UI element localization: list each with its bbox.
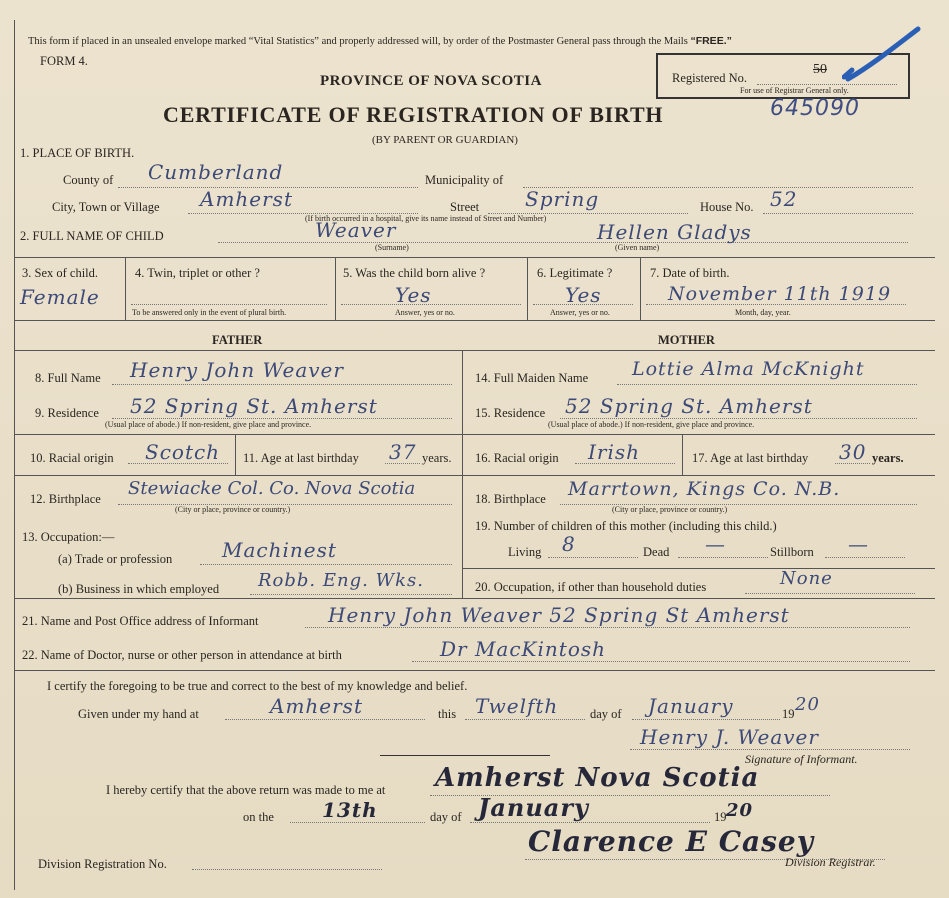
certificate-subtitle: (BY PARENT OR GUARDIAN)	[372, 134, 518, 146]
mother-age-label: 17. Age at last birthday	[692, 451, 809, 465]
given-place-line	[225, 719, 425, 720]
sex-value: Female	[20, 285, 100, 309]
father-business-value: Robb. Eng. Wks.	[258, 570, 424, 591]
county-value: Cumberland	[148, 160, 284, 184]
mother-residence-line	[560, 418, 917, 419]
father-age-divider	[235, 435, 236, 475]
father-years-label: years.	[422, 451, 452, 465]
month-value: January	[648, 694, 734, 718]
father-residence-note: (Usual place of abode.) If non-resident, give place and province.	[105, 420, 312, 429]
mother-occupation-line	[745, 593, 915, 594]
mother-residence-note: (Usual place of abode.) If non-resident, give place and province.	[548, 420, 755, 429]
father-business-line	[250, 594, 452, 595]
street-value: Spring	[525, 187, 600, 211]
division-registration-no-line	[192, 869, 382, 870]
father-trade-line	[200, 564, 452, 565]
given-name-note: (Given name)	[615, 243, 660, 252]
div-3-4	[125, 258, 126, 320]
twin-note: To be answered only in the event of plural birth.	[132, 308, 287, 317]
certificate-title: CERTIFICATE OF REGISTRATION OF BIRTH	[163, 102, 664, 127]
on-the-label: on the	[243, 810, 274, 824]
hospital-note: (If birth occurred in a hospital, give its name instead of Street and Number)	[305, 214, 547, 223]
county-label: County of	[63, 173, 114, 187]
living-value: 8	[562, 532, 576, 556]
sex-label: 3. Sex of child.	[22, 266, 99, 280]
mother-racial-value: Irish	[588, 440, 641, 464]
registered-no-label: Registered No.	[672, 71, 747, 85]
twin-label: 4. Twin, triplet or other ?	[135, 266, 260, 280]
mother-occupation-value: None	[780, 568, 833, 589]
dob-value: November 11th 1919	[668, 283, 892, 305]
father-occupation-label: 13. Occupation:—	[22, 530, 115, 544]
mother-age-divider	[682, 435, 683, 475]
year-suffix-value: 20	[795, 694, 820, 715]
rule-father-racial-top	[15, 434, 462, 435]
registration-year-suffix: 20	[726, 800, 754, 821]
father-name-value: Henry John Weaver	[130, 358, 344, 382]
informant-signature-label: Signature of Informant.	[745, 752, 858, 766]
province-heading: PROVINCE OF NOVA SCOTIA	[320, 73, 542, 89]
blue-checkmark-icon	[842, 25, 922, 85]
father-birthplace-label: 12. Birthplace	[30, 492, 101, 506]
city-value: Amherst	[200, 187, 293, 211]
mother-residence-value: 52 Spring St. Amherst	[565, 394, 813, 418]
rule-mother-racial-top	[462, 434, 935, 435]
postal-notice-text: This form if placed in an unsealed envelope marked “Vital Statistics” and properly addressed will, by order of the Postmaster General pass through the Mails	[28, 36, 688, 47]
alive-value: Yes	[395, 283, 432, 307]
div-4-5	[335, 258, 336, 320]
rule-mother-occ-top	[462, 568, 935, 569]
surname-note: (Surname)	[375, 243, 409, 252]
mother-age-value: 30	[839, 440, 867, 464]
twin-line	[131, 304, 327, 305]
rule-father-racial-bottom	[15, 475, 462, 476]
parents-divider	[462, 350, 463, 598]
living-label: Living	[508, 545, 542, 559]
attendant-value: Dr MacKintosh	[440, 637, 606, 661]
informant-line	[305, 627, 910, 628]
left-margin-rule	[14, 20, 15, 890]
mother-residence-label: 15. Residence	[475, 406, 546, 420]
informant-value: Henry John Weaver 52 Spring St Amherst	[328, 603, 790, 627]
legitimate-label: 6. Legitimate ?	[537, 266, 613, 280]
registered-no-note: For use of Registrar General only.	[740, 86, 849, 95]
father-header: FATHER	[212, 333, 263, 347]
house-value: 52	[770, 187, 798, 211]
alive-note: Answer, yes or no.	[395, 308, 455, 317]
alive-label: 5. Was the child born alive ?	[343, 266, 486, 280]
dead-value: —	[705, 532, 726, 556]
father-age-value: 37	[389, 440, 417, 464]
attendant-label: 22. Name of Doctor, nurse or other person in attendance at birth	[22, 648, 342, 662]
registrar-place-value: Amherst Nova Scotia	[435, 763, 760, 793]
living-line	[548, 557, 638, 558]
certify-statement: I certify the foregoing to be true and correct to the best of my knowledge and belief.	[47, 679, 468, 693]
form-number: FORM 4.	[40, 54, 88, 68]
registration-day-of-label: day of	[430, 810, 462, 824]
mother-header: MOTHER	[658, 333, 715, 347]
dob-note: Month, day, year.	[735, 308, 791, 317]
father-name-label: 8. Full Name	[35, 371, 101, 385]
dead-label: Dead	[643, 545, 670, 559]
city-label: City, Town or Village	[52, 200, 160, 214]
informant-signature: Henry J. Weaver	[640, 725, 819, 749]
mother-name-value: Lottie Alma McKnight	[632, 358, 865, 380]
attendant-line	[412, 661, 910, 662]
month-line	[632, 719, 780, 720]
legitimate-note: Answer, yes or no.	[550, 308, 610, 317]
informant-signature-line	[630, 749, 910, 750]
registration-month-line	[470, 822, 710, 823]
rule-mother-racial-bottom	[462, 475, 935, 476]
dead-line	[678, 557, 768, 558]
father-birthplace-value: Stewiacke Col. Co. Nova Scotia	[128, 478, 416, 499]
rule-parents-header	[15, 350, 935, 351]
mother-racial-label: 16. Racial origin	[475, 451, 559, 465]
dob-label: 7. Date of birth.	[650, 266, 730, 280]
mother-years-label: years.	[872, 451, 904, 465]
father-name-line	[112, 384, 452, 385]
municipality-label: Municipality of	[425, 173, 504, 187]
given-place-value: Amherst	[270, 694, 363, 718]
registered-no-value: 50	[813, 62, 827, 77]
father-residence-value: 52 Spring St. Amherst	[130, 394, 378, 418]
legitimate-value: Yes	[565, 283, 602, 307]
place-of-birth-label: 1. PLACE OF BIRTH.	[20, 146, 135, 160]
father-age-label: 11. Age at last birthday	[243, 451, 359, 465]
given-under-label: Given under my hand at	[78, 707, 199, 721]
mother-name-label: 14. Full Maiden Name	[475, 371, 589, 385]
father-trade-label: (a) Trade or profession	[58, 552, 173, 566]
child-name-label: 2. FULL NAME OF CHILD	[20, 229, 164, 243]
stillborn-label: Stillborn	[770, 545, 814, 559]
mother-occupation-label: 20. Occupation, if other than household duties	[475, 580, 707, 594]
father-racial-value: Scotch	[145, 440, 221, 464]
street-label: Street	[450, 200, 480, 214]
father-business-label: (b) Business in which employed	[58, 582, 220, 596]
rule-row3-bottom	[15, 320, 935, 321]
child-name-line	[218, 242, 908, 243]
free-label: “FREE.”	[690, 35, 732, 47]
mother-birthplace-label: 18. Birthplace	[475, 492, 546, 506]
certificate-number: 645090	[770, 96, 860, 121]
stillborn-value: —	[848, 532, 869, 556]
registration-day-value: 13th	[322, 798, 378, 822]
mother-birthplace-note: (City or place, province or country.)	[612, 505, 728, 514]
mother-birthplace-value: Marrtown, Kings Co. N.B.	[568, 478, 841, 500]
division-registrar-label: Division Registrar.	[785, 855, 876, 869]
this-label: this	[438, 707, 457, 721]
house-label: House No.	[700, 200, 754, 214]
rule-certify-top	[15, 670, 935, 671]
on-the-line	[290, 822, 425, 823]
father-racial-label: 10. Racial origin	[30, 451, 114, 465]
this-line	[465, 719, 585, 720]
house-line	[763, 213, 913, 214]
registration-month-value: January	[478, 793, 589, 822]
registration-year-prefix: 19	[714, 810, 727, 824]
rule-parents-bottom	[15, 598, 935, 599]
father-trade-value: Machinest	[222, 538, 337, 562]
div-6-7	[640, 258, 641, 320]
separator-rule	[380, 755, 550, 756]
div-5-6	[527, 258, 528, 320]
father-residence-line	[112, 418, 452, 419]
father-residence-label: 9. Residence	[35, 406, 99, 420]
stillborn-line	[825, 557, 905, 558]
given-name-value: Hellen Gladys	[597, 220, 752, 244]
rule-row3-top	[15, 257, 935, 258]
father-birthplace-note: (City or place, province or country.)	[175, 505, 291, 514]
division-registration-no-label: Division Registration No.	[38, 857, 167, 871]
surname-value: Weaver	[315, 218, 397, 242]
mother-name-line	[617, 384, 917, 385]
this-day-value: Twelfth	[475, 694, 559, 718]
registrar-statement: I hereby certify that the above return was made to me at	[106, 783, 386, 797]
day-of-label: day of	[590, 707, 622, 721]
informant-label: 21. Name and Post Office address of Informant	[22, 614, 259, 628]
postal-notice	[28, 35, 732, 47]
mother-children-label: 19. Number of children of this mother (including this child.)	[475, 519, 777, 533]
registrar-signature: Clarence E Casey	[528, 825, 814, 858]
year-prefix: 19	[782, 707, 795, 721]
